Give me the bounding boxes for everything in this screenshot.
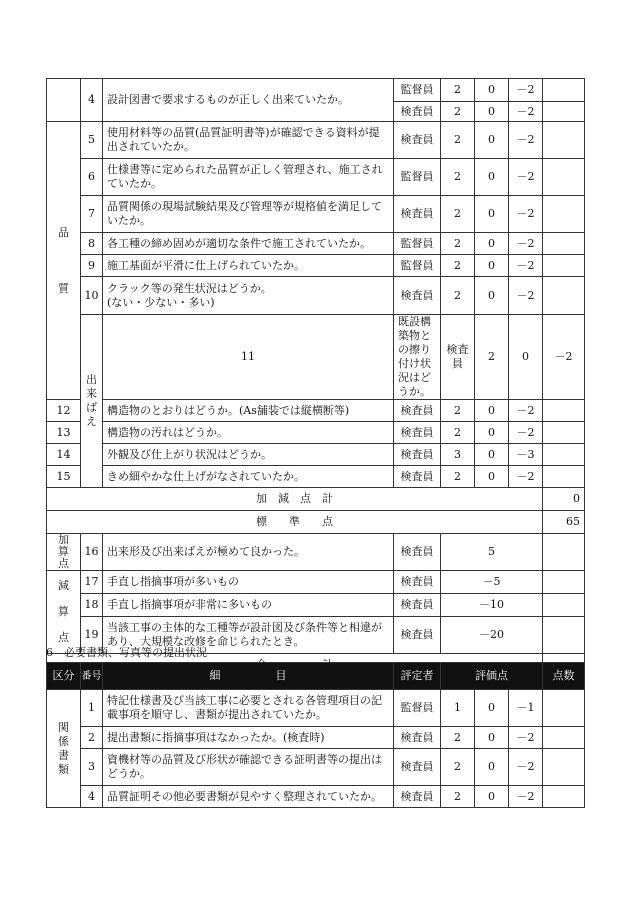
points-cell [543,690,585,727]
item-text: 施工基面が平滑に仕上げられていたか。 [103,255,394,277]
score-a: 2 [475,315,509,400]
score-c: －2 [509,122,543,159]
score-b: 0 [475,400,509,422]
points-cell [543,277,585,315]
item-number: 5 [81,122,103,159]
item-text-line: (ない・少ない・多い) [107,295,215,309]
score-value: －5 [441,571,543,594]
header-score: 評価点 [441,663,543,690]
score-b: 0 [475,122,509,159]
category-char: ば [86,401,97,414]
score-b: 0 [475,79,509,102]
score-c: －2 [509,749,543,786]
score-a: 2 [441,400,475,422]
score-a: 2 [441,196,475,233]
score-c: －2 [509,400,543,422]
score-b: 0 [475,690,509,727]
category-char: 点 [58,631,69,644]
score-value: －20 [441,617,543,654]
header-points: 点数 [543,663,585,690]
score-b: 0 [475,749,509,786]
category-char: 来 [86,387,97,400]
score-a: 3 [441,444,475,466]
points-cell [543,727,585,749]
category-char: 係 [58,734,69,748]
item-text: きめ細やかな仕上げがなされていたか。 [103,466,394,488]
points-cell [543,122,585,159]
evaluator: 検査員 [394,196,441,233]
category-char: 品 [58,225,69,239]
item-text: 特記仕様書及び当該工事に必要とされる各管理項目の記載事項を順守し、書類が提出されていたか。 [103,690,394,727]
item-number: 6 [81,159,103,196]
score-a: 2 [441,122,475,159]
item-text: 構造物のとおりはどうか。(As舗装では縦横断等) [103,400,394,422]
item-number: 16 [81,534,103,571]
item-number: 2 [81,727,103,749]
evaluator: 検査員 [394,444,441,466]
item-text: 使用材料等の品質(品質証明書等)が確認できる資料が提出されていたか。 [103,122,394,159]
score-c: －2 [509,79,543,102]
score-a: 2 [441,233,475,255]
category-cell [47,79,81,122]
header-evaluator: 評定者 [394,663,441,690]
points-cell [543,233,585,255]
points-cell [543,255,585,277]
score-b: 0 [509,315,543,400]
points-cell [543,159,585,196]
evaluator: 監督員 [394,690,441,727]
score-a: 2 [441,466,475,488]
score-c: －2 [509,277,543,315]
item-text [103,277,394,315]
item-number: 18 [81,594,103,617]
score-a: 2 [441,255,475,277]
score-a: 2 [441,79,475,102]
item-text: 手直し指摘事項が多いもの [103,571,394,594]
score-c: －2 [509,727,543,749]
points-cell [543,400,585,422]
points-cell [543,102,585,122]
evaluator: 検査員 [394,422,441,444]
item-text: 既設構築物との擦り付け状況はどうか。 [394,315,441,400]
item-number: 8 [81,233,103,255]
category-char: 加 [58,533,69,546]
evaluator: 監督員 [394,255,441,277]
item-text: 仕様書等に定められた品質が正しく管理され、施工されていたか。 [103,159,394,196]
points-cell [543,786,585,808]
header-number: 番号 [81,663,103,690]
quality-evaluation-table [46,78,585,676]
category-finish [81,315,103,488]
score-b: 0 [475,727,509,749]
score-a: 2 [441,786,475,808]
score-value: 5 [441,534,543,571]
item-number: 14 [47,444,81,466]
category-add [47,534,81,571]
item-number: 13 [47,422,81,444]
score-b: 0 [475,466,509,488]
score-c: －2 [509,102,543,122]
score-a: 2 [441,727,475,749]
points-cell [543,196,585,233]
item-number: 12 [47,400,81,422]
score-b: 0 [475,786,509,808]
score-c: －2 [509,255,543,277]
standard-value: 65 [543,511,585,534]
evaluator: 検査員 [394,749,441,786]
evaluator: 監督員 [394,233,441,255]
item-text: 出来形及び出来ばえが極めて良かった。 [103,534,394,571]
item-text: 設計図書で要求するものが正しく出来ていたか。 [103,79,394,122]
item-number: 4 [81,79,103,122]
category-char: 出 [86,373,97,386]
item-number: 10 [81,277,103,315]
evaluator: 検査員 [394,727,441,749]
category-char: 類 [58,762,69,776]
score-b: 0 [475,102,509,122]
header-kubun: 区分 [47,663,81,690]
category-char: え [86,415,97,428]
item-text: 提出書類に指摘事項はなかったか。(検査時) [103,727,394,749]
category-char: 書 [58,748,69,762]
evaluator: 監督員 [394,79,441,102]
points-cell [543,444,585,466]
score-b: 0 [475,255,509,277]
item-text: 手直し指摘事項が非常に多いもの [103,594,394,617]
score-value: －10 [441,594,543,617]
evaluator: 検査員 [441,315,475,400]
header-detail: 細 目 [103,663,394,690]
item-text: 各工種の締め固めが適切な条件で施工されていたか。 [103,233,394,255]
category-char: 減 [58,579,69,592]
score-a: 1 [441,690,475,727]
points-cell [543,749,585,786]
item-number: 9 [81,255,103,277]
score-c: －2 [509,233,543,255]
evaluator: 検査員 [394,594,441,617]
subtotal-value: 0 [543,488,585,511]
category-documents [47,690,81,808]
item-number: 15 [47,466,81,488]
category-char: 算 [58,545,69,558]
points-cell [543,571,585,594]
section-title: 6 必要書類、写真等の提出状況 [46,646,207,659]
evaluator: 検査員 [394,277,441,315]
score-a: 2 [441,749,475,786]
item-number: 17 [81,571,103,594]
item-text: 品質証明その他必要書類が見やすく整理されていたか。 [103,786,394,808]
item-text: 当該工事の主体的な工種等が設計図及び条件等と相違があり、大規模な改修を命じられたとき。 [103,617,394,654]
score-b: 0 [475,233,509,255]
score-c: －2 [509,422,543,444]
category-char: 質 [58,281,69,295]
score-b: 0 [475,277,509,315]
score-c: －2 [509,786,543,808]
score-c: －1 [509,690,543,727]
item-text: 構造物の汚れはどうか。 [103,422,394,444]
score-a: 2 [441,277,475,315]
item-number: 1 [81,690,103,727]
category-subtract [47,571,81,654]
documents-evaluation-table [46,662,585,808]
item-text: 資機材等の品質及び形状が確認できる証明書等の提出はどうか。 [103,749,394,786]
evaluator: 検査員 [394,534,441,571]
points-cell [543,534,585,571]
evaluator: 検査員 [394,466,441,488]
category-char: 点 [58,557,69,570]
evaluator: 検査員 [394,571,441,594]
score-c: －2 [509,466,543,488]
evaluator: 検査員 [394,122,441,159]
points-cell [543,422,585,444]
evaluator: 監督員 [394,159,441,196]
item-text: 品質関係の現場試験結果及び管理等が規格値を満足していたか。 [103,196,394,233]
score-c: －3 [509,444,543,466]
standard-label: 標 準 点 [47,511,543,534]
score-c: －2 [509,196,543,233]
category-quality [47,122,81,400]
score-a: 2 [441,159,475,196]
evaluator: 検査員 [394,786,441,808]
score-a: 2 [441,102,475,122]
evaluator: 検査員 [394,617,441,654]
item-number: 11 [103,315,394,400]
subtotal-label: 加 減 点 計 [47,488,543,511]
item-number: 4 [81,786,103,808]
score-b: 0 [475,196,509,233]
item-number: 3 [81,749,103,786]
item-text-line: クラック等の発生状況はどうか。 [107,281,272,295]
points-cell [543,466,585,488]
item-number: 7 [81,196,103,233]
score-c: －2 [543,315,585,400]
points-cell [543,594,585,617]
score-b: 0 [475,159,509,196]
points-cell [543,79,585,102]
item-number: 19 [81,617,103,654]
category-char: 関 [58,720,69,734]
evaluator: 検査員 [394,102,441,122]
score-b: 0 [475,422,509,444]
evaluator: 検査員 [394,400,441,422]
score-c: －2 [509,159,543,196]
score-a: 2 [441,422,475,444]
category-char: 算 [58,605,69,618]
score-b: 0 [475,444,509,466]
item-text: 外観及び仕上がり状況はどうか。 [103,444,394,466]
points-cell [543,617,585,654]
